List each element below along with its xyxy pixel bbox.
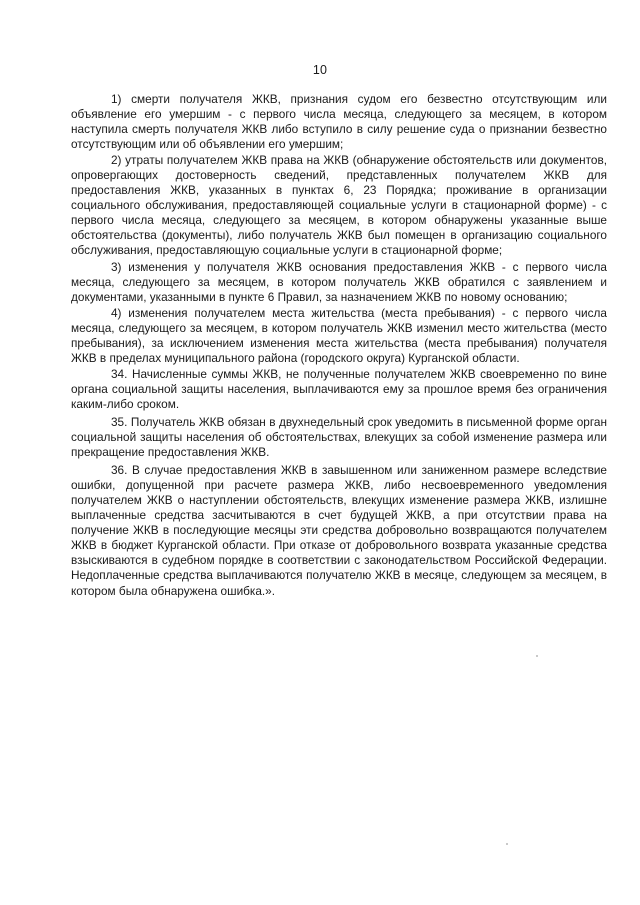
paragraph-clause-35: 35. Получатель ЖКВ обязан в двухнедельный срок уведомить в письменной форме орган социальной защиты населения об обстоятельствах, влекущих за собой изменение размера или прекращение предоставления ЖКВ. [71, 414, 607, 460]
paragraph-item-1: 1) смерти получателя ЖКВ, признания судом его безвестно отсутствующим или объявление его умершим - с первого числа месяца, следующего за месяцем, в котором наступила смерть получателя ЖКВ либо вступило в силу решение суда о признании безвестно отсутствующим или об объявлении его умершим; [71, 92, 607, 152]
scan-speck [506, 843, 508, 845]
scan-speck [536, 655, 538, 657]
paragraph-item-2: 2) утраты получателем ЖКВ права на ЖКВ (обнаружение обстоятельств или документов, опровергающих достоверность сведений, представленных получателем ЖКВ для предоставления ЖКВ, указанных в пунктах 6, 23 Порядка; проживание в организации социального обслуживания, предоставляющей социальные услуги в стационарной форме) - с первого числа месяца, следующего за месяцем, в котором обнаружены указанные выше обстоятельства (документы), либо получатель ЖКВ был помещен в организацию социального обслуживания, предоставляющую социальные услуги в стационарной форме; [71, 153, 607, 258]
paragraph-item-4: 4) изменения получателем места жительства (места пребывания) - с первого числа месяца, следующего за месяцем, в котором получатель ЖКВ изменил место жительства (место пребывания), за исключением изменения места жительства (места пребывания) получателя ЖКВ в пределах муниципального района (городского округа) Курганской области. [71, 305, 607, 365]
paragraph-item-3: 3) изменения у получателя ЖКВ основания предоставления ЖКВ - с первого числа месяца, следующего за месяцем, в котором получатель ЖКВ обратился с заявлением и документами, указанными в пункте 6 Правил, за назначением ЖКВ по новому основанию; [71, 259, 607, 304]
paragraph-clause-36: 36. В случае предоставления ЖКВ в завышенном или заниженном размере вследствие ошибки, допущенной при расчете размера ЖКВ, либо несвоевременного уведомления получателем ЖКВ о наступлении обстоятельств, влекущих изменение размера ЖКВ, излишне выплаченные средства засчитываются в счет будущей ЖКВ, а при отсутствии права на получение ЖКВ в последующие месяцы эти средства добровольно возвращаются получателем ЖКВ в бюджет Курганской области. При отказе от добровольного возврата указанные средства взыскиваются в судебном порядке в соответствии с законодательством Российской Федерации. Недоплаченные средства выплачиваются получателю ЖКВ в месяце, следующем за месяцем, в котором была обнаружена ошибка.». [71, 463, 607, 598]
paragraph-clause-34: 34. Начисленные суммы ЖКВ, не полученные получателем ЖКВ своевременно по вине органа социальной защиты населения, выплачиваются ему за прошлое время без ограничения каким-либо сроком. [71, 366, 607, 411]
document-body [71, 92, 607, 602]
page-number: 10 [312, 63, 328, 77]
